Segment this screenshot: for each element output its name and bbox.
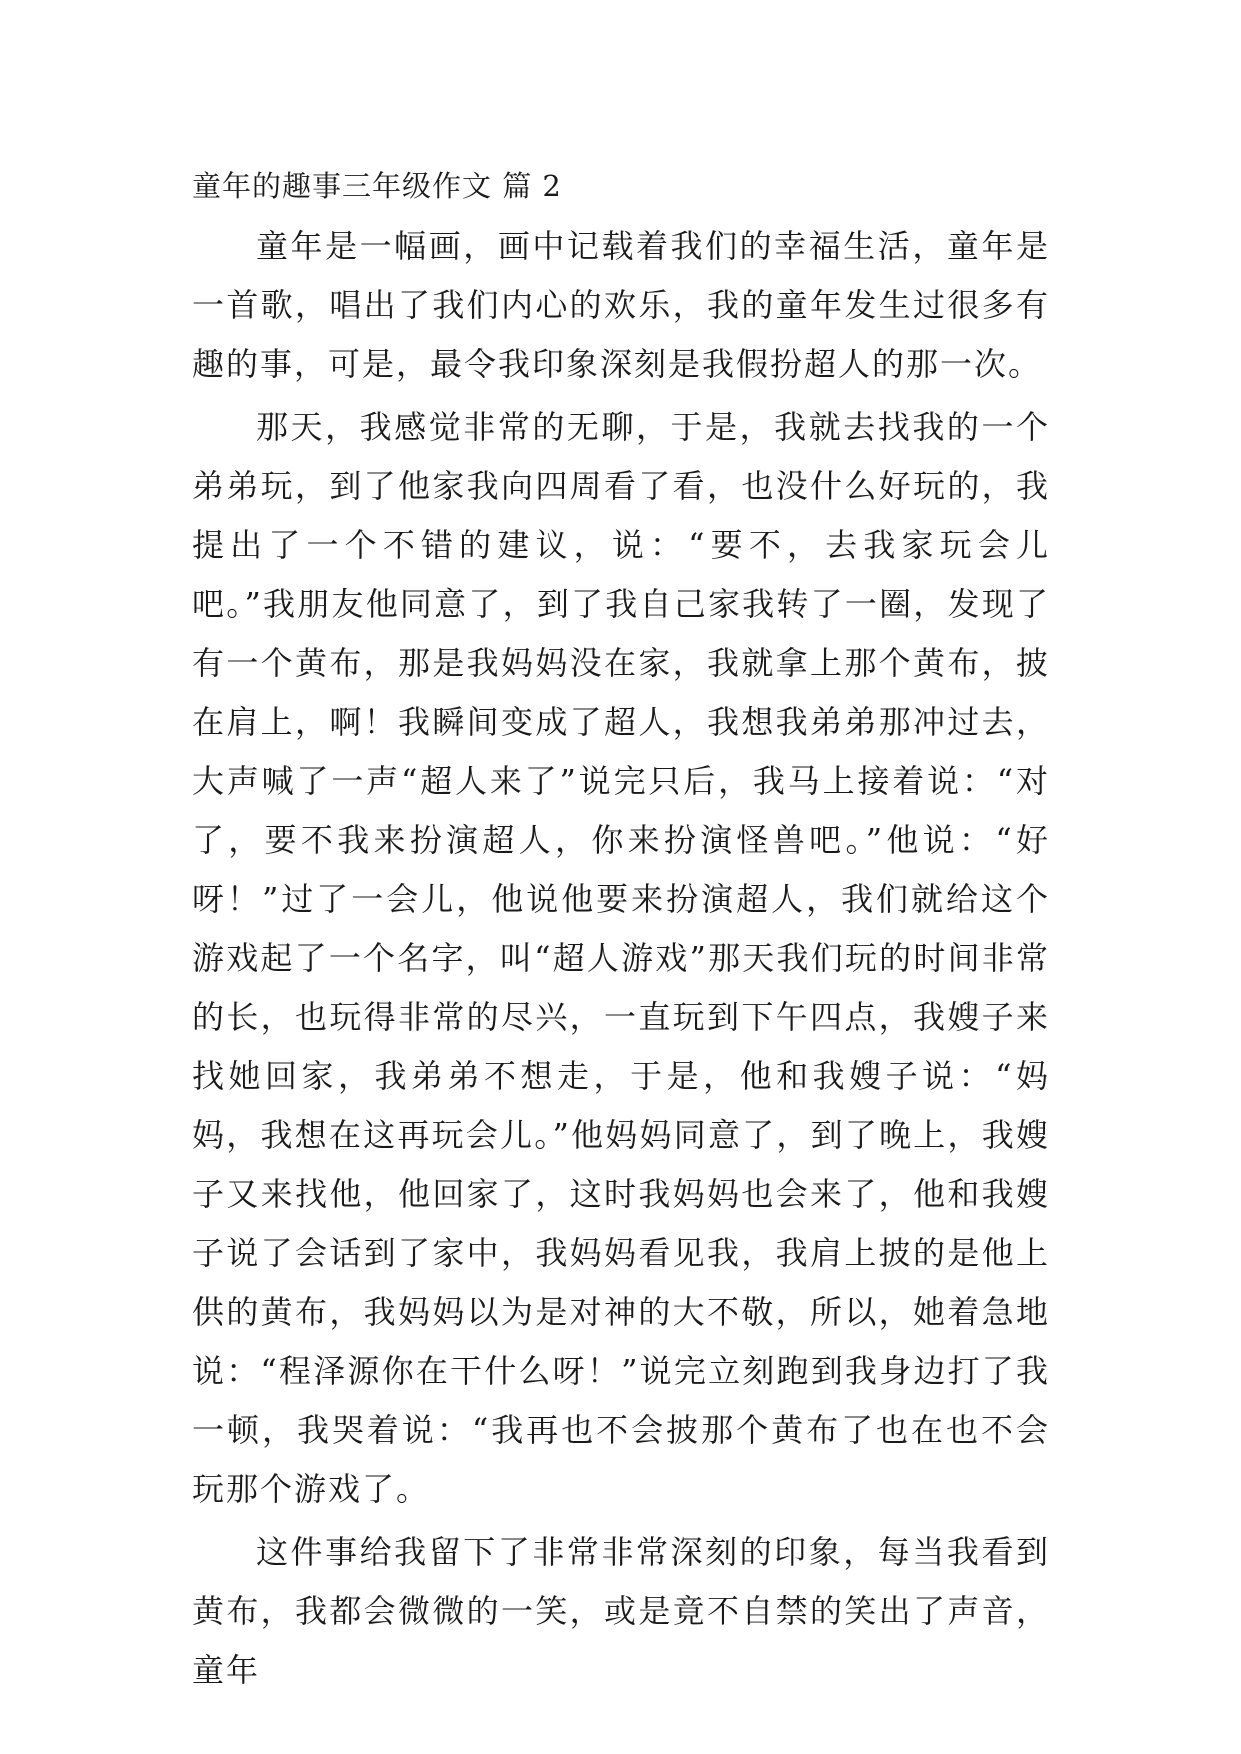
paragraph-1: 童年是一幅画，画中记载着我们的幸福生活，童年是一首歌，唱出了我们内心的欢乐，我的童年发生过很多有趣的事，可是，最令我印象深刻是我假扮超人的那一次。 — [192, 227, 1050, 383]
document-body — [192, 165, 1050, 1704]
paragraph-3: 这件事给我留下了非常非常深刻的印象，每当我看到黄布，我都会微微的一笑，或是竟不自禁的笑出了声音，童年 — [192, 1533, 1050, 1689]
paragraph-2: 那天，我感觉非常的无聊，于是，我就去找我的一个弟弟玩，到了他家我向四周看了看，也没什么好玩的，我提出了一个不错的建议，说：“要不，去我家玩会儿吧。”我朋友他同意了，到了我自己家我转了一圈，发现了有一个黄布，那是我妈妈没在家，我就拿上那个黄布，披在肩上，啊！我瞬间变成了超人，我想我弟弟那冲过去，大声喊了一声“超人来了”说完只后，我马上接着说：“对了，要不我来扮演超人，你来扮演怪兽吧。”他说：“好呀！”过了一会儿，他说他要来扮演超人，我们就给这个游戏起了一个名字，叫“超人游戏”那天我们玩的时间非常的长，也玩得非常的尽兴，一直玩到下午四点，我嫂子来找她回家，我弟弟不想走，于是，他和我嫂子说：“妈妈，我想在这再玩会儿。”他妈妈同意了，到了晚上，我嫂子又来找他，他回家了，这时我妈妈也会来了，他和我嫂子说了会话到了家中，我妈妈看见我，我肩上披的是他上供的黄布，我妈妈以为是对神的大不敬，所以，她着急地说：“程泽源你在干什么呀！”说完立刻跑到我身边打了我一顿，我哭着说：“我再也不会披那个黄布了也在也不会玩那个游戏了。 — [192, 408, 1050, 1508]
essay-title: 童年的趣事三年级作文 篇 2 — [192, 169, 562, 203]
